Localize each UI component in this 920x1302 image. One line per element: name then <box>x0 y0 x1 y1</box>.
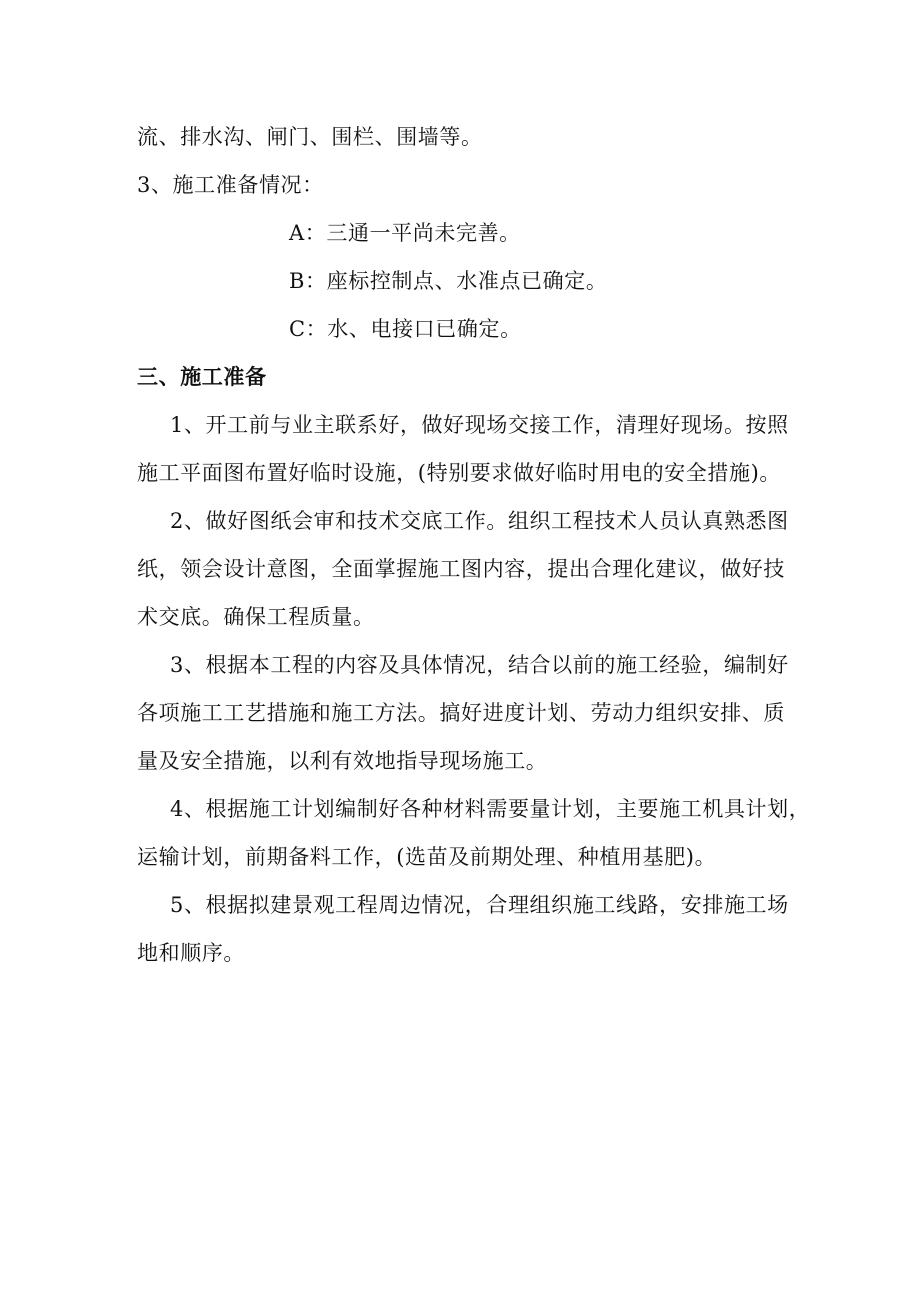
paragraph-line: 运输计划，前期备料工作，(选苗及前期处理、种植用基肥)。 <box>137 845 717 869</box>
paragraph-line: 施工平面图布置好临时设施，(特别要求做好临时用电的安全措施)。 <box>137 461 781 485</box>
paragraph-line: 术交底。确保工程质量。 <box>137 605 375 629</box>
paragraph-line: 1、开工前与业主联系好，做好现场交接工作，清理好现场。按照 <box>170 413 789 437</box>
paragraph-line: 量及安全措施，以利有效地指导现场施工。 <box>137 749 548 773</box>
paragraph-line: 2、做好图纸会审和技术交底工作。组织工程技术人员认真熟悉图 <box>170 509 789 533</box>
sub-item-b: B：座标控制点、水准点已确定。 <box>289 269 608 293</box>
paragraph-line: 纸，领会设计意图，全面掌握施工图内容，提出合理化建议，做好技 <box>137 557 785 581</box>
sub-item-a: A：三通一平尚未完善。 <box>289 221 521 245</box>
section-heading: 三、施工准备 <box>137 364 267 389</box>
sub-item-c: C：水、电接口已确定。 <box>289 317 522 341</box>
paragraph-line: 3、根据本工程的内容及具体情况，结合以前的施工经验，编制好 <box>170 653 789 677</box>
paragraph-line: 各项施工工艺措施和施工方法。搞好进度计划、劳动力组织安排、质 <box>137 701 785 725</box>
paragraph-line: 4、根据施工计划编制好各种材料需要量计划，主要施工机具计划， <box>170 797 811 821</box>
paragraph-line: 5、根据拟建景观工程周边情况，合理组织施工线路，安排施工场 <box>170 893 789 917</box>
continuation-line: 流、排水沟、闸门、围栏、围墙等。 <box>137 125 483 149</box>
paragraph-line: 地和顺序。 <box>137 941 245 965</box>
item-3-title: 3、施工准备情况： <box>137 173 324 197</box>
